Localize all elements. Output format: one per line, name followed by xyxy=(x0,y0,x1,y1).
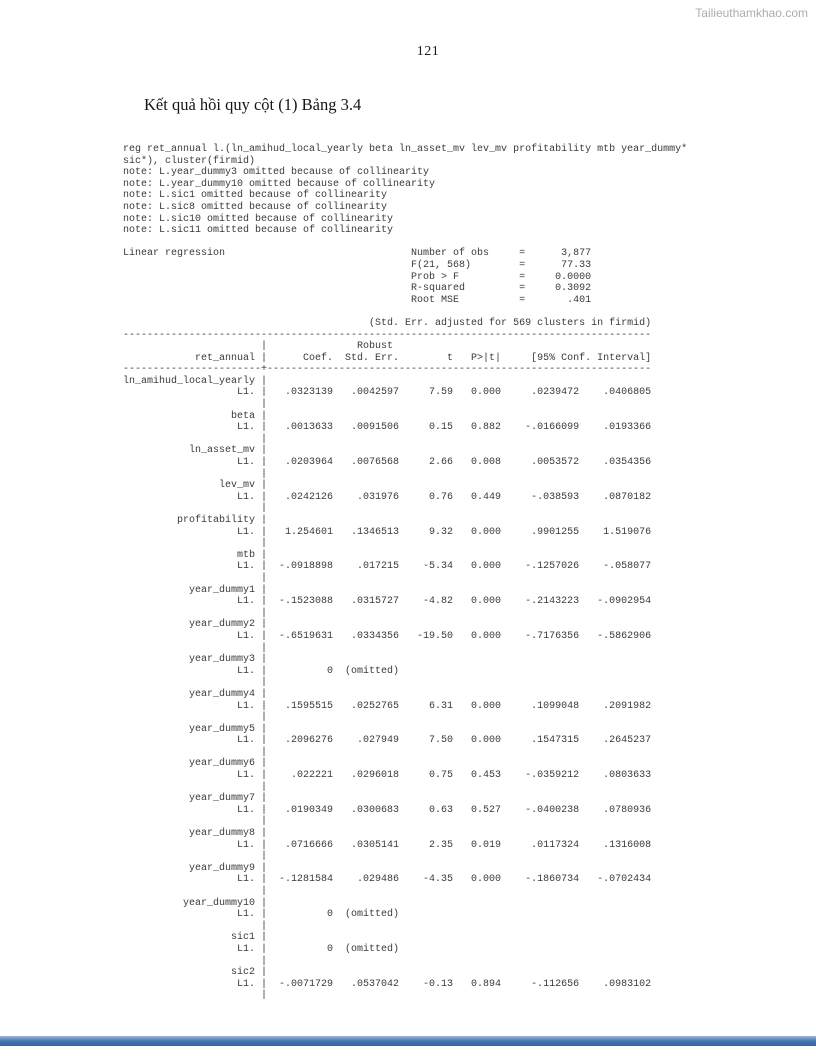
table-value-line: L1. | 0 (omitted) xyxy=(123,943,400,955)
table-variable-line: ln_asset_mv | xyxy=(123,445,268,457)
table-variable-line: year_dummy6 | xyxy=(123,758,268,770)
table-spacer-line: | xyxy=(123,920,268,932)
table-spacer-line: | xyxy=(123,886,268,897)
table-value-line: L1. | .0203964 .0076568 2.66 0.008 .0053572 .0354356 xyxy=(123,457,652,469)
table-header-robust-line: | Robust xyxy=(123,341,394,353)
table-spacer-line: | xyxy=(123,712,268,724)
table-variable-line: ln_amihud_local_yearly | xyxy=(123,375,268,387)
table-variable-line: year_dummy1 | xyxy=(123,584,268,596)
table-variable-line: profitability | xyxy=(123,515,268,526)
section-title: Kết quả hồi quy cột (1) Bảng 3.4 xyxy=(144,95,362,114)
table-header-line: ret_annual | Coef. Std. Err. t P>|t| [95% Conf. Interval] xyxy=(123,352,652,364)
model-label-stat-line: Linear regression Number of obs = 3,877 xyxy=(123,248,592,260)
table-variable-line: sic1 | xyxy=(123,932,268,944)
table-value-line: L1. | .0013633 .0091506 0.15 0.882 -.0166099 .0193366 xyxy=(123,422,652,434)
table-value-line: L1. | .022221 .0296018 0.75 0.453 -.0359212 .0803633 xyxy=(123,770,652,782)
blank-line xyxy=(123,237,687,249)
table-value-line: L1. | 0 (omitted) xyxy=(123,909,400,921)
stata-output xyxy=(123,144,687,1002)
cluster-note-line: (Std. Err. adjusted for 569 clusters in firmid) xyxy=(123,317,652,329)
model-stat-line: Prob > F = 0.0000 xyxy=(123,271,592,283)
table-spacer-line: | xyxy=(123,538,268,550)
table-variable-line: year_dummy8 | xyxy=(123,828,268,840)
table-variable-line: year_dummy2 | xyxy=(123,619,268,631)
table-top-separator: ---------------------------------------------------------------------------------------- xyxy=(123,329,652,341)
table-value-line: L1. | .0716666 .0305141 2.35 0.019 .0117324 .1316008 xyxy=(123,839,652,851)
table-value-line: L1. | -.0918898 .017215 -5.34 0.000 -.1257026 -.058077 xyxy=(123,561,652,573)
table-variable-line: lev_mv | xyxy=(123,480,268,492)
table-spacer-line: | xyxy=(123,677,268,689)
table-spacer-line: | xyxy=(123,607,268,619)
stata-command-line: sic*), cluster(firmid) xyxy=(123,155,256,167)
table-variable-line: year_dummy10 | xyxy=(123,897,268,909)
stata-note-line: note: L.sic8 omitted because of collinearity xyxy=(123,201,388,213)
table-variable-line: sic2 | xyxy=(123,967,268,979)
table-value-line: L1. | .0190349 .0300683 0.63 0.527 -.0400238 .0780936 xyxy=(123,804,652,816)
table-variable-line: year_dummy4 | xyxy=(123,688,268,700)
table-value-line: L1. | .0323139 .0042597 7.59 0.000 .0239472 .0406805 xyxy=(123,387,652,399)
table-spacer-line: | xyxy=(123,503,268,515)
table-spacer-line: | xyxy=(123,399,268,411)
watermark: Tailieuthamkhao.com xyxy=(695,6,808,20)
table-value-line: L1. | 0 (omitted) xyxy=(123,665,400,677)
table-spacer-line: | xyxy=(123,990,268,1002)
stata-note-line: note: L.sic11 omitted because of collinearity xyxy=(123,225,394,237)
table-value-line: L1. | -.0071729 .0537042 -0.13 0.894 -.112656 .0983102 xyxy=(123,978,652,990)
model-stat-line: F(21, 568) = 77.33 xyxy=(123,259,592,271)
model-stat-line: Root MSE = .401 xyxy=(123,294,592,306)
table-value-line: L1. | -.6519631 .0334356 -19.50 0.000 -.7176356 -.5862906 xyxy=(123,630,652,642)
stata-note-line: note: L.year_dummy3 omitted because of collinearity xyxy=(123,167,430,179)
table-value-line: L1. | 1.254601 .1346513 9.32 0.000 .9901255 1.519076 xyxy=(123,526,652,538)
table-variable-line: year_dummy7 | xyxy=(123,793,268,805)
footer-decoration-bar xyxy=(0,1036,816,1046)
table-value-line: L1. | -.1523088 .0315727 -4.82 0.000 -.2143223 -.0902954 xyxy=(123,596,652,608)
table-spacer-line: | xyxy=(123,816,268,828)
model-stat-line: R-squared = 0.3092 xyxy=(123,283,592,295)
table-value-line: L1. | .2096276 .027949 7.50 0.000 .1547315 .2645237 xyxy=(123,735,652,747)
table-spacer-line: | xyxy=(123,433,268,445)
table-variable-line: beta | xyxy=(123,410,268,422)
table-variable-line: year_dummy5 | xyxy=(123,723,268,735)
table-value-line: L1. | .0242126 .031976 0.76 0.449 -.038593 .0870182 xyxy=(123,491,652,503)
table-spacer-line: | xyxy=(123,642,268,654)
table-variable-line: year_dummy9 | xyxy=(123,862,268,874)
table-value-line: L1. | .1595515 .0252765 6.31 0.000 .1099048 .2091982 xyxy=(123,700,652,712)
table-variable-line: year_dummy3 | xyxy=(123,654,268,666)
table-spacer-line: | xyxy=(123,955,268,967)
table-spacer-line: | xyxy=(123,746,268,758)
stata-note-line: note: L.sic1 omitted because of collinearity xyxy=(123,190,388,202)
table-spacer-line: | xyxy=(123,781,268,793)
page-number: 121 xyxy=(416,44,440,59)
stata-command-line: reg ret_annual l.(ln_amihud_local_yearly beta ln_asset_mv lev_mv profitability mtb year_dummy* xyxy=(123,144,688,155)
stata-note-line: note: L.sic10 omitted because of collinearity xyxy=(123,213,394,225)
table-variable-line: mtb | xyxy=(123,549,268,561)
table-mid-separator: -----------------------+---------------------------------------------------------------- xyxy=(123,364,652,376)
blank-line xyxy=(123,306,687,318)
stata-note-line: note: L.year_dummy10 omitted because of collinearity xyxy=(123,178,436,190)
table-value-line: L1. | -.1281584 .029486 -4.35 0.000 -.1860734 -.0702434 xyxy=(123,874,652,886)
table-spacer-line: | xyxy=(123,851,268,863)
table-spacer-line: | xyxy=(123,468,268,480)
table-spacer-line: | xyxy=(123,572,268,584)
